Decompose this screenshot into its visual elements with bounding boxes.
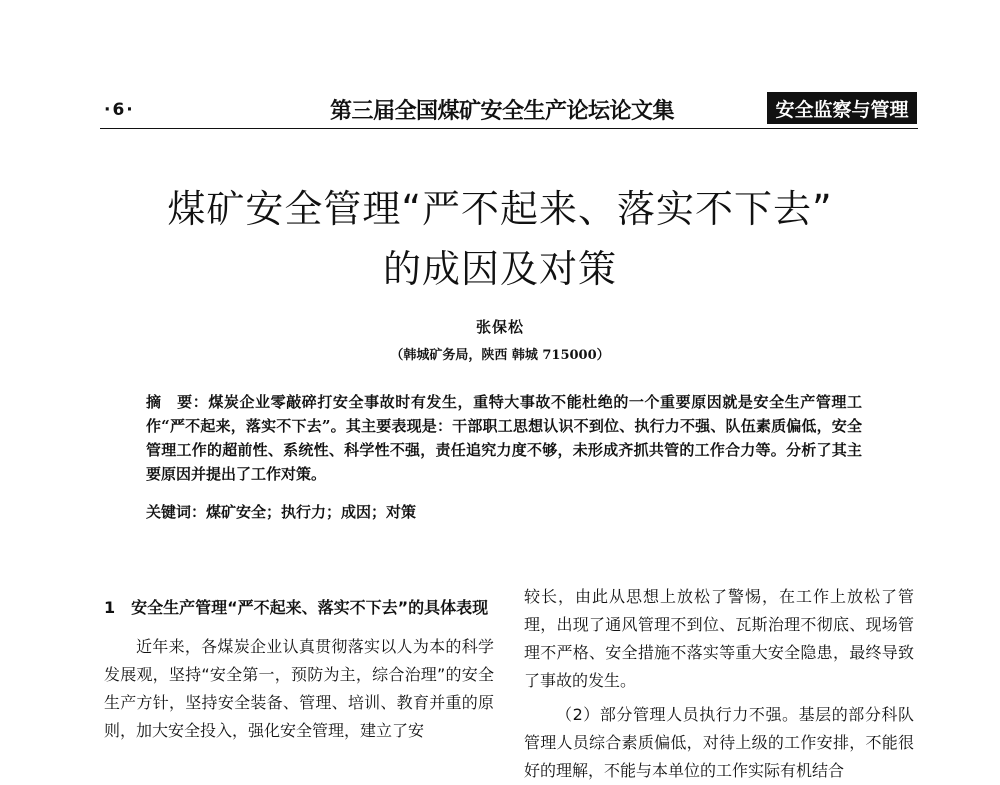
- article-title-line2: 的成因及对策: [382, 247, 617, 291]
- keywords: [146, 500, 862, 524]
- abstract: [146, 390, 862, 486]
- keywords-text: 煤矿安全；执行力；成因；对策: [206, 503, 417, 521]
- body-column-left: [104, 583, 494, 745]
- running-head: 第三届全国煤矿安全生产论坛论文集: [330, 99, 675, 124]
- author-name: 张保松: [475, 318, 524, 336]
- body-paragraph-continued: 较长，由此从思想上放松了警惕，在工作上放松了管理，出现了通风管理不到位、瓦斯治理不彻底、现场管理不严格、安全措施不落实等重大安全隐患，最终导致了事故的发生。: [524, 587, 914, 690]
- body-paragraph: （2）部分管理人员执行力不强。基层的部分科队管理人员综合素质偏低，对待上级的工作安排，不能很好的理解，不能与本单位的工作实际有机结合: [524, 705, 914, 780]
- header-rule: [100, 128, 918, 129]
- page-number: ·6·: [104, 100, 135, 120]
- author-affiliation: （韩城矿务局，陕西 韩城 715000）: [390, 348, 610, 363]
- body-paragraph: 近年来，各煤炭企业认真贯彻落实以人为本的科学发展观，坚持“安全第一，预防为主，综合治理”的安全生产方针，坚持安全装备、管理、培训、教育并重的原则，加大安全投入，强化安全管理，建立了安: [104, 637, 494, 740]
- article-title-line1: 煤矿安全管理“严不起来、落实不下去”: [167, 187, 833, 231]
- abstract-text: 煤炭企业零敲碎打安全事故时有发生，重特大事故不能杜绝的一个重要原因就是安全生产管理工作“严不起来，落实不下去”。其主要表现是：干部职工思想认识不到位、执行力不强、队伍素质偏低，安全管理工作的超前性、系统性、科学性不强，责任追究力度不够，未形成齐抓共管的工作合力等。分析了其主要原因并提出了工作对策。: [146, 393, 862, 483]
- keywords-label: 关键词：: [146, 503, 207, 521]
- body-column-right: [524, 583, 914, 785]
- section-badge: 安全监察与管理: [767, 92, 917, 124]
- abstract-label: 摘 要：: [146, 393, 209, 411]
- section-heading: 1 安全生产管理“严不起来、落实不下去”的具体表现: [104, 598, 489, 617]
